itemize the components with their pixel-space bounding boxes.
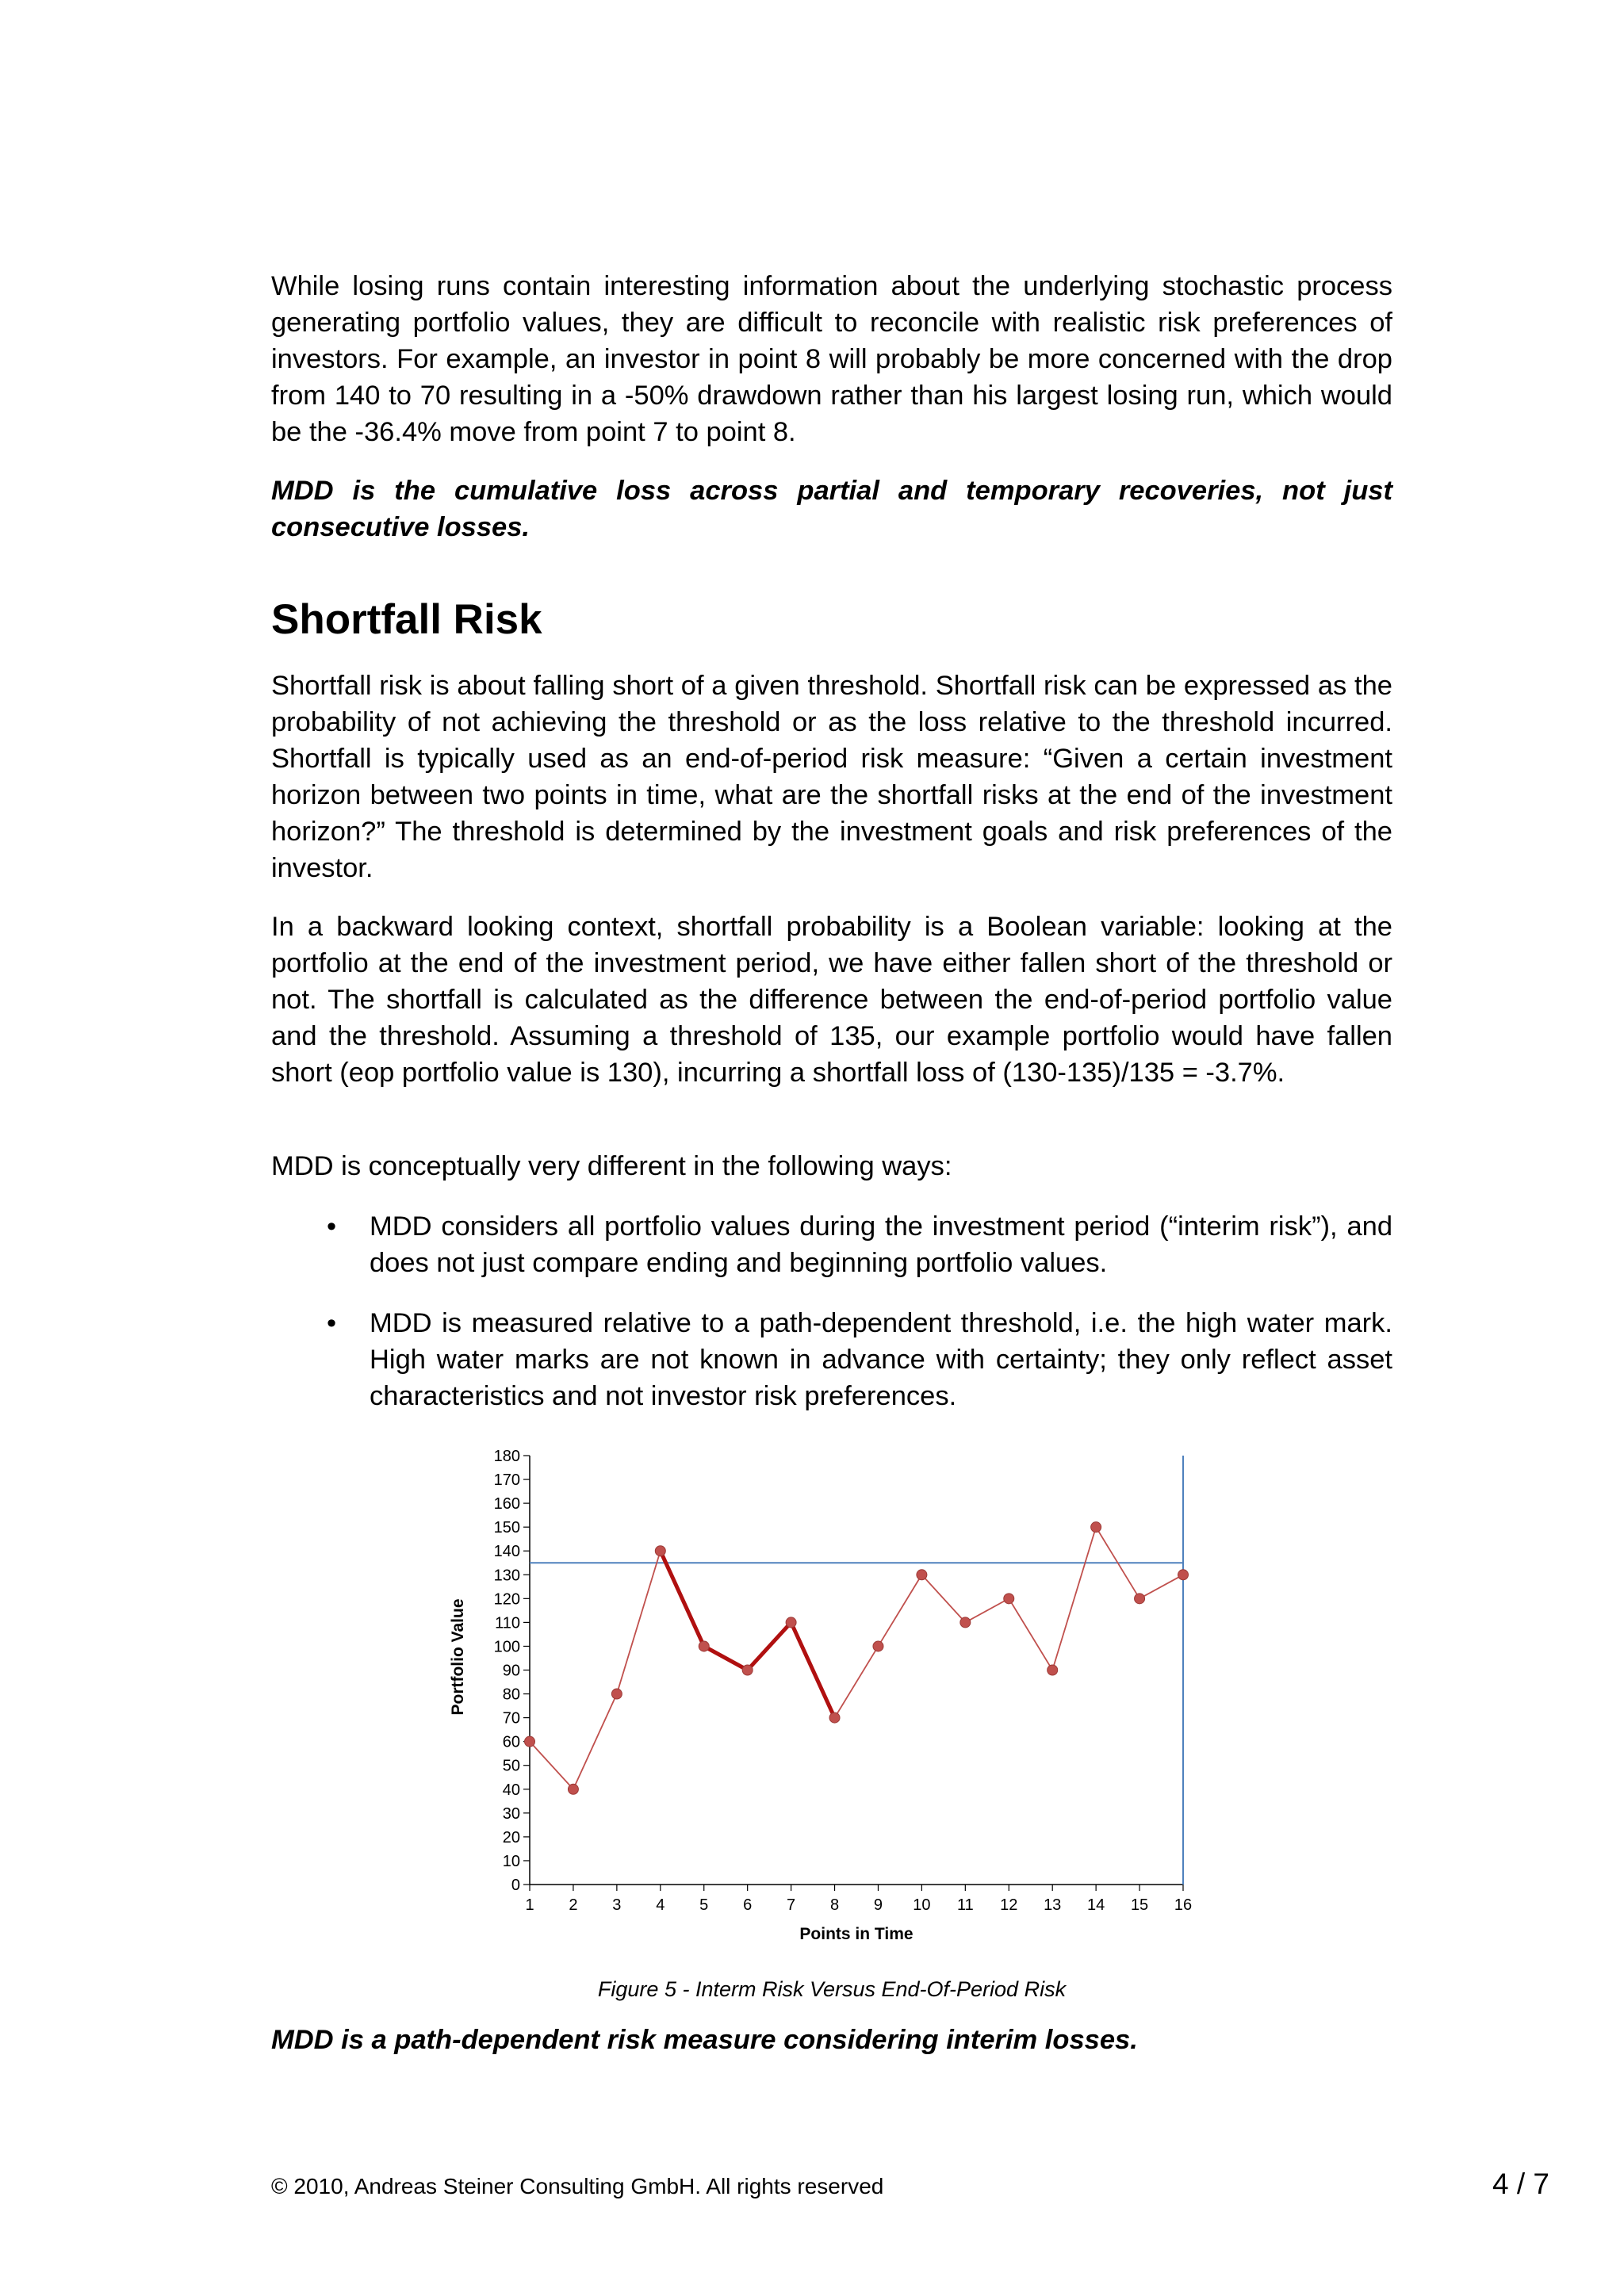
y-tick-label: 160 <box>493 1495 520 1513</box>
x-tick-label: 7 <box>787 1896 796 1914</box>
emphasis-block-1 <box>271 473 1392 545</box>
backward-paragraph-block <box>271 909 1392 1091</box>
data-point <box>1135 1594 1145 1604</box>
data-point <box>1004 1594 1014 1604</box>
bullet-item-interim-risk <box>271 1208 1392 1281</box>
y-tick-label: 110 <box>495 1614 520 1632</box>
bullet-text: MDD is measured relative to a path-dependent threshold, i.e. the high water mark. High water marks are not known in advance with certainty; they only reflect asset characteristics and not investor risk preferences. <box>370 1308 1392 1411</box>
y-tick-label: 80 <box>502 1686 520 1704</box>
footer-page-number: 4 / 7 <box>1492 2168 1549 2200</box>
data-point <box>829 1712 840 1723</box>
x-tick-label: 6 <box>743 1896 753 1914</box>
x-tick-label: 15 <box>1130 1896 1149 1914</box>
data-point <box>873 1641 883 1651</box>
shortfall-paragraph-block <box>271 668 1392 886</box>
data-point <box>786 1617 796 1628</box>
data-point <box>1048 1665 1058 1675</box>
x-tick-label: 14 <box>1087 1896 1105 1914</box>
data-point <box>742 1665 753 1675</box>
bullet-list-block <box>271 1208 1392 1414</box>
axis-layer <box>494 1448 1193 1914</box>
paragraph-shortfall-risk: Shortfall risk is about falling short of a given threshold. Shortfall risk can be expressed as the probability of not achieving the threshold or as the loss relative to the threshold incurred. Shortfall is typically used as an end-of-period risk measure: “Given a certain investment horizon between two points in time, what are the shortfall risks at the end of the investment horizon?” The threshold is determined by the investment goals and risk preferences of the investor. <box>271 671 1392 883</box>
x-tick-label: 10 <box>913 1896 931 1914</box>
x-tick-label: 12 <box>1000 1896 1018 1914</box>
paragraph-mdd-different: MDD is conceptually very different in the following ways: <box>271 1151 952 1181</box>
y-tick-label: 140 <box>493 1543 520 1561</box>
x-tick-label: 8 <box>829 1896 840 1914</box>
emphasis-mdd-path-dependent: MDD is a path-dependent risk measure considering interim losses. <box>271 2025 1138 2055</box>
y-tick-label: 90 <box>502 1662 520 1680</box>
y-tick-label: 10 <box>502 1852 520 1870</box>
data-point <box>611 1689 622 1699</box>
y-tick-label: 180 <box>493 1448 520 1465</box>
data-point <box>1091 1522 1101 1533</box>
x-tick-label: 3 <box>612 1896 622 1914</box>
y-tick-label: 120 <box>493 1590 520 1609</box>
portfolio-value-chart <box>428 1433 1221 1957</box>
data-point <box>525 1736 535 1747</box>
section-heading-shortfall-risk: Shortfall Risk <box>271 596 542 643</box>
bullet-glyph: • <box>327 1308 337 1338</box>
bullet-text: MDD considers all portfolio values during the investment period (“interim risk”), and does not just compare ending and beginning portfolio values. <box>370 1211 1392 1278</box>
x-tick-label: 9 <box>873 1896 883 1914</box>
chart-svg <box>428 1433 1221 1957</box>
y-tick-label: 50 <box>502 1757 520 1775</box>
x-tick-label: 5 <box>699 1896 709 1914</box>
y-tick-label: 100 <box>493 1638 520 1656</box>
data-point <box>960 1617 971 1628</box>
x-tick-label: 11 <box>956 1896 974 1914</box>
y-tick-label: 70 <box>502 1709 520 1728</box>
bullet-list <box>271 1208 1392 1414</box>
x-axis-label: Points in Time <box>799 1925 914 1943</box>
series-layer <box>530 1527 1183 1789</box>
y-axis-label: Portfolio Value <box>449 1598 467 1716</box>
emphasis-mdd-cumulative: MDD is the cumulative loss across partial and temporary recoveries, not just consecutive losses. <box>271 476 1392 542</box>
y-tick-label: 0 <box>511 1877 520 1894</box>
paragraph-backward-looking: In a backward looking context, shortfall probability is a Boolean variable: looking at the portfolio at the end of the investment period, we have either fallen short of the threshold or not. The shortfall is calculated as the difference between the end-of-period portfolio value and the threshold. Assuming a threshold of 135, our example portfolio would have fallen short (eop portfolio value is 130), incurring a shortfall loss of (130-135)/135 = -3.7%. <box>271 912 1392 1088</box>
figure-caption: Figure 5 - Interm Risk Versus End-Of-Period Risk <box>597 1977 1067 2001</box>
y-tick-label: 60 <box>502 1733 520 1751</box>
data-point <box>568 1784 578 1794</box>
bullet-glyph: • <box>327 1211 337 1242</box>
y-tick-label: 130 <box>493 1567 520 1585</box>
footer-copyright: © 2010, Andreas Steiner Consulting GmbH. All rights reserved <box>271 2174 884 2198</box>
emphasis-block-2 <box>271 2022 1392 2058</box>
y-tick-label: 20 <box>502 1828 520 1846</box>
y-tick-label: 150 <box>493 1519 520 1537</box>
y-tick-label: 170 <box>493 1471 520 1490</box>
data-point <box>1178 1570 1189 1580</box>
max-drawdown-segment <box>661 1551 835 1717</box>
x-tick-label: 2 <box>569 1896 578 1914</box>
portfolio-series-line <box>530 1527 1183 1789</box>
data-point <box>699 1641 709 1651</box>
bullet-item-path-dependent <box>271 1305 1392 1414</box>
section-heading-block <box>271 595 1392 645</box>
x-tick-label: 16 <box>1174 1896 1193 1914</box>
data-point <box>655 1546 665 1556</box>
reference-lines-layer <box>530 1456 1183 1885</box>
intro-paragraph-block <box>271 268 1392 450</box>
paragraph-losing-runs: While losing runs contain interesting information about the underlying stochastic process generating portfolio values, they are difficult to reconcile with realistic risk preferences of investors. For example, an investor in point 8 will probably be more concerned with the drop from 140 to 70 resulting in a -50% drawdown rather than his largest losing run, which would be the -36.4% move from point 7 to point 8. <box>271 271 1392 447</box>
x-tick-label: 1 <box>525 1896 534 1914</box>
y-tick-label: 30 <box>502 1804 520 1823</box>
data-point <box>917 1570 927 1580</box>
mdd-intro-block <box>271 1148 1392 1184</box>
y-tick-label: 40 <box>502 1781 520 1799</box>
x-tick-label: 4 <box>656 1896 665 1914</box>
x-tick-label: 13 <box>1044 1896 1062 1914</box>
